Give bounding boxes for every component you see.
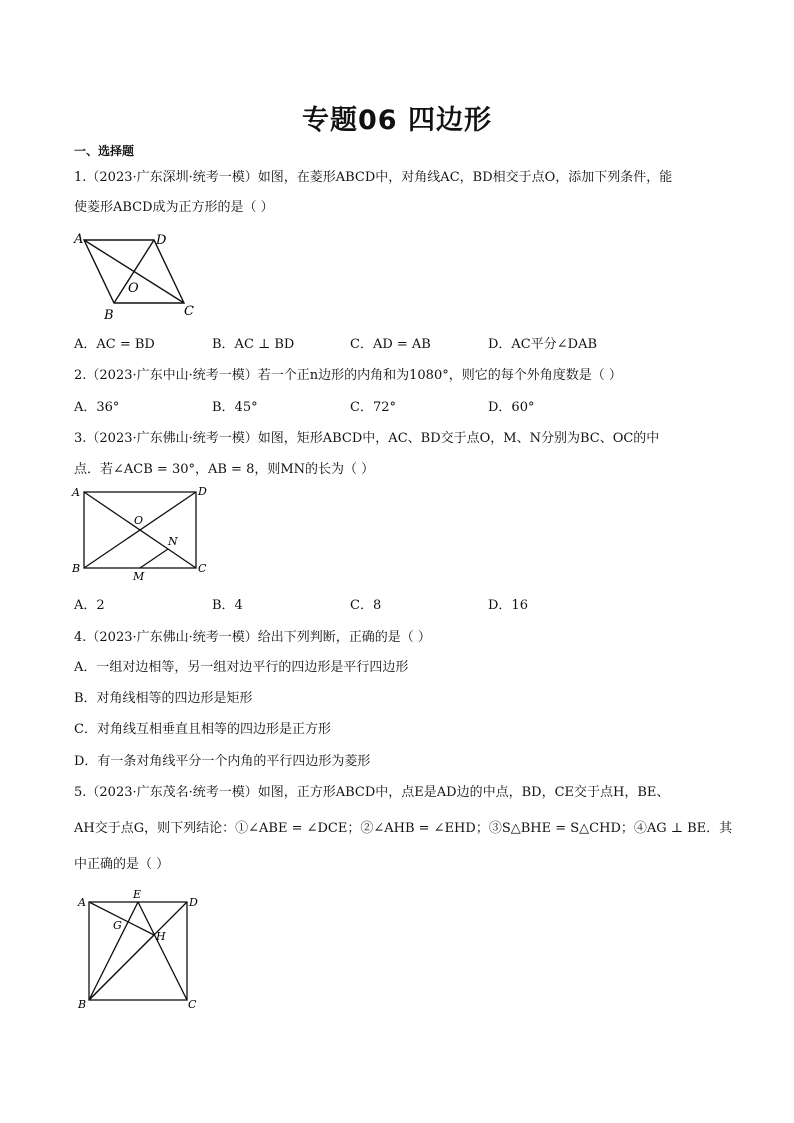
q1-label-c: C	[184, 304, 194, 319]
q3-label-b: B	[72, 562, 81, 575]
q1-option-b[interactable]: B．AC ⊥ BD	[212, 337, 295, 352]
q5-text-line2: AH交于点G，则下列结论：①∠ABE = ∠DCE；②∠AHB = ∠EHD；③S△BHE = S△CHD；④AG ⊥ BE．其	[74, 821, 733, 836]
q5-label-e: E	[133, 888, 142, 901]
q1-text-line2: 使菱形ABCD成为正方形的是（ ）	[74, 200, 274, 215]
q1-option-d[interactable]: D．AC平分∠DAB	[488, 337, 598, 352]
q1-label-a: A	[74, 232, 84, 247]
q3-option-c[interactable]: C．8	[350, 598, 382, 613]
q3-label-m: M	[133, 570, 145, 582]
q4-option-a[interactable]: A．一组对边相等，另一组对边平行的四边形是平行四边形	[74, 660, 409, 675]
q5-text-line1: 5.（2023·广东茂名·统考一模）如图，正方形ABCD中，点E是AD边的中点，BD，CE交于点H，BE、	[74, 785, 670, 800]
q3-option-d[interactable]: D．16	[488, 598, 528, 613]
q5-label-g: G	[113, 919, 122, 932]
q3-text-line1: 3.（2023·广东佛山·统考一模）如图，矩形ABCD中，AC、BD交于点O，M、N分别为BC、OC的中	[74, 431, 660, 446]
q4-option-c[interactable]: C．对角线互相垂直且相等的四边形是正方形	[74, 722, 331, 737]
q2-option-d[interactable]: D．60°	[488, 400, 535, 415]
q2-text-line1: 2.（2023·广东中山·统考一模）若一个正n边形的内角和为1080°，则它的每个外角度数是（ ）	[74, 368, 622, 383]
q2-option-c[interactable]: C．72°	[350, 400, 396, 415]
q3-label-o: O	[134, 514, 144, 527]
q1-option-c[interactable]: C．AD = AB	[350, 337, 431, 352]
q3-rectangle-figure	[68, 484, 218, 582]
q3-text-line2: 点．若∠ACB = 30°，AB = 8，则MN的长为（ ）	[74, 462, 375, 477]
q3-label-d: D	[198, 485, 207, 498]
q1-label-d: D	[156, 233, 167, 248]
q2-option-a[interactable]: A．36°	[74, 400, 120, 415]
q4-option-d[interactable]: D．有一条对角线平分一个内角的平行四边形为菱形	[74, 754, 371, 769]
q1-text-line1: 1.（2023·广东深圳·统考一模）如图，在菱形ABCD中，对角线AC，BD相交于点O，添加下列条件，能	[74, 170, 673, 185]
q5-label-d: D	[189, 896, 198, 909]
q3-option-b[interactable]: B．4	[212, 598, 243, 613]
q5-label-c: C	[188, 998, 197, 1011]
q1-label-b: B	[104, 308, 114, 323]
q3-label-a: A	[72, 486, 80, 499]
q3-label-c: C	[198, 562, 207, 575]
q5-label-a: A	[78, 896, 86, 909]
q4-text-line1: 4.（2023·广东佛山·统考一模）给出下列判断，正确的是（ ）	[74, 630, 431, 645]
page-title: 专题06 四边形	[302, 105, 492, 136]
q1-label-o: O	[128, 281, 139, 296]
q4-option-b[interactable]: B．对角线相等的四边形是矩形	[74, 691, 253, 706]
section-heading: 一、选择题	[74, 144, 135, 158]
q1-option-a[interactable]: A．AC = BD	[74, 337, 155, 352]
q3-label-n: N	[168, 535, 178, 548]
q5-label-b: B	[78, 998, 87, 1011]
q5-text-line3: 中正确的是（ ）	[74, 857, 170, 872]
q3-option-a[interactable]: A．2	[74, 598, 105, 613]
q5-square-figure	[70, 886, 210, 1014]
q5-label-h: H	[156, 930, 166, 943]
q1-rhombus-figure	[70, 228, 200, 323]
q2-option-b[interactable]: B．45°	[212, 400, 258, 415]
